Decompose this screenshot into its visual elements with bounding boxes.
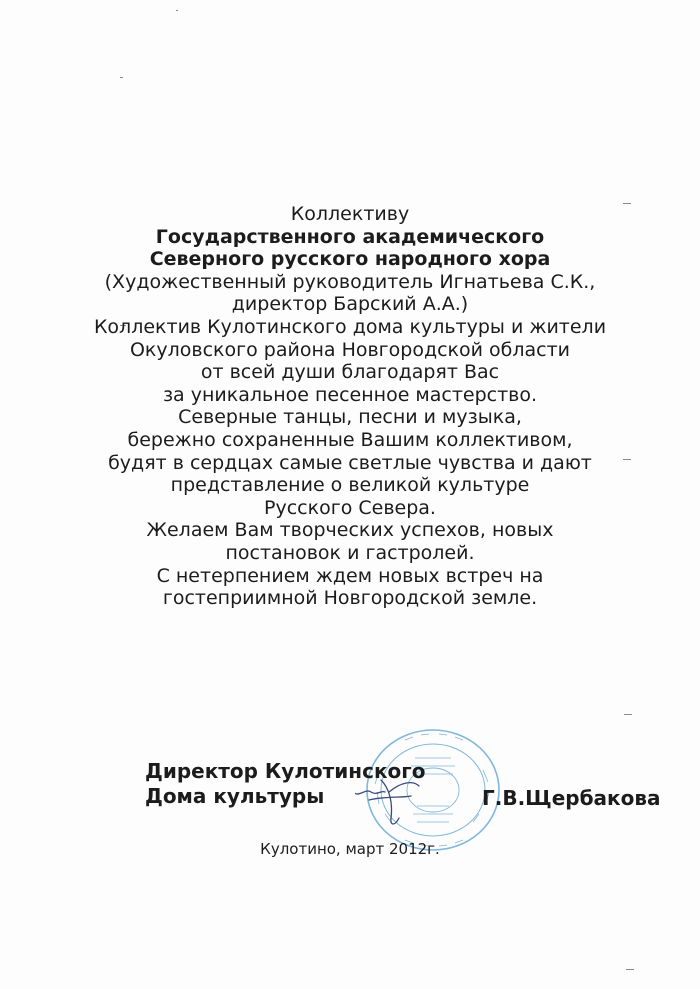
body-line: гостеприимной Новгородской земле. (162, 587, 538, 610)
scan-speck (624, 714, 632, 715)
body-line: представление о великой культуре (170, 474, 530, 497)
body-line: Желаем Вам творческих успехов, новых (146, 519, 554, 542)
letter-body (0, 203, 700, 610)
body-line: Коллектив Кулотинского дома культуры и жители (93, 315, 607, 338)
body-line: Русского Севера. (264, 496, 436, 519)
body-line: С нетерпением ждем новых встреч на (156, 564, 544, 587)
scan-speck (120, 77, 123, 78)
body-line: от всей души благодарят Вас (200, 361, 500, 384)
organization-line-1: Государственного академического (155, 225, 545, 248)
organization-line-2: Северного русского народного хора (149, 248, 551, 271)
addressee: Коллективу (290, 203, 410, 225)
body-line: будят в сердцах самые светлые чувства и дают (108, 451, 592, 474)
signature-title (145, 759, 425, 809)
scan-speck (626, 969, 634, 970)
body-line: за уникальное песенное мастерство. (162, 383, 538, 406)
body-line: Северные танцы, песни и музыка, (178, 406, 522, 429)
scan-speck (176, 10, 178, 11)
body-line: постановок и гастролей. (225, 541, 475, 564)
body-line: (Художественный руководитель Игнатьева С.К., (104, 270, 596, 293)
signature-title-line-2: Дома культуры (145, 784, 325, 808)
body-line: Окуловского района Новгородской области (129, 338, 571, 361)
signature-name: Г.В.Щербакова (482, 786, 661, 810)
body-line: директор Барский А.А.) (231, 293, 469, 316)
body-line: бережно сохраненные Вашим коллективом, (127, 428, 573, 451)
signature-title-line-1: Директор Кулотинского (145, 759, 426, 783)
place-and-date: Кулотино, март 2012г. (260, 840, 440, 858)
